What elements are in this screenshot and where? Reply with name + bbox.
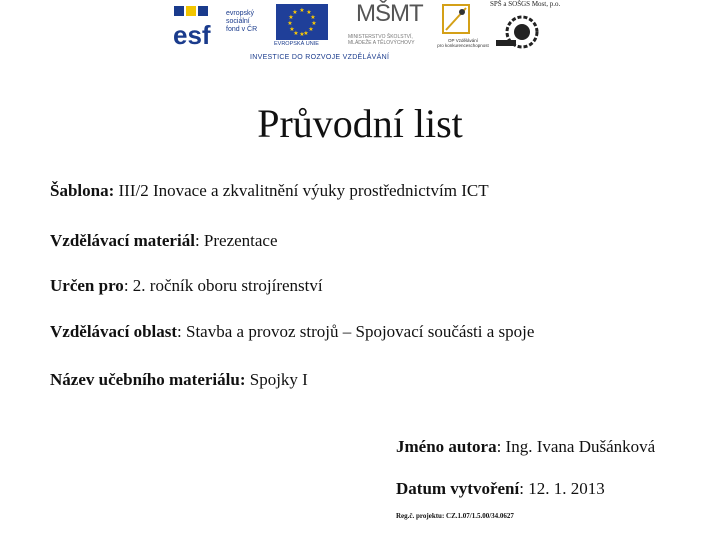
investice-slogan: INVESTICE DO ROZVOJE VZDĚLÁVÁNÍ	[250, 54, 390, 61]
school-logo	[490, 0, 560, 52]
esf-line-2: sociální	[226, 18, 250, 25]
field-label: Určen pro	[50, 276, 124, 295]
svg-text:★: ★	[299, 31, 305, 38]
field-label: Šablona:	[50, 181, 115, 200]
svg-text:★: ★	[289, 26, 295, 33]
svg-text:★: ★	[310, 14, 316, 21]
school-name: SPŠ a SOŠGS Most, p.o.	[490, 0, 561, 8]
esf-line-3: fond v ČR	[226, 26, 258, 33]
logo-bar	[170, 0, 561, 70]
field-value: : 2. ročník oboru strojírenství	[123, 276, 323, 295]
op-vk-line-2: pro konkurenceschopnost	[437, 43, 489, 48]
field-value: Spojky I	[245, 370, 308, 389]
svg-text:★: ★	[288, 14, 294, 21]
msmt-mark: MŠMT	[356, 0, 423, 27]
esf-logo	[172, 4, 272, 48]
msmt-text	[348, 34, 432, 46]
svg-text:★: ★	[293, 30, 299, 37]
op-vk-text	[430, 38, 496, 48]
field-value: : Prezentace	[194, 231, 278, 250]
field-nazev	[50, 370, 308, 390]
svg-text:★: ★	[303, 30, 309, 37]
school-emblem-icon	[492, 10, 548, 50]
registration-number: Reg.č. projektu: CZ.1.07/1.5.00/34.0627	[396, 512, 514, 520]
field-label: Vzdělávací oblast	[50, 322, 178, 341]
field-label: Název učebního materiálu:	[50, 370, 246, 389]
field-value: : Stavba a provoz strojů – Spojovací součásti a spoje	[177, 322, 535, 341]
field-material	[50, 231, 278, 251]
field-oblast	[50, 322, 534, 342]
msmt-line-2: MLÁDEŽE A TĚLOVÝCHOVY	[348, 40, 415, 46]
esf-line-1: evropský	[226, 10, 255, 17]
esf-logo-mark	[172, 4, 220, 48]
msmt-line-1: MINISTERSTVO ŠKOLSTVÍ,	[348, 34, 413, 40]
field-urcen	[50, 276, 323, 296]
eu-logo	[274, 4, 330, 48]
esf-brand: esf	[173, 20, 211, 48]
op-vk-logo	[430, 4, 496, 50]
field-label: Datum vytvoření	[396, 479, 520, 498]
field-value: III/2 Inovace a zkvalitnění výuky prostřednictvím ICT	[114, 181, 489, 200]
svg-text:★: ★	[292, 9, 298, 16]
svg-text:★: ★	[308, 26, 314, 33]
op-vk-line-1: OP Vzdělávání	[448, 38, 478, 43]
svg-text:★: ★	[299, 7, 305, 14]
msmt-logo	[348, 0, 428, 50]
field-datum	[396, 479, 605, 499]
field-label: Jméno autora	[396, 437, 497, 456]
svg-text:★: ★	[306, 9, 312, 16]
svg-text:★: ★	[311, 20, 317, 27]
op-vk-mark-icon	[442, 4, 470, 34]
eu-flag-icon	[276, 4, 328, 40]
field-value: : 12. 1. 2013	[519, 479, 605, 498]
field-autor	[396, 437, 655, 457]
svg-text:★: ★	[287, 20, 293, 27]
field-label: Vzdělávací materiál	[50, 231, 195, 250]
esf-text	[226, 10, 257, 34]
page-title: Průvodní list	[257, 101, 463, 146]
eu-label: EVROPSKÁ UNIE	[274, 41, 319, 47]
field-sablona	[50, 181, 489, 201]
field-value: : Ing. Ivana Dušánková	[496, 437, 656, 456]
